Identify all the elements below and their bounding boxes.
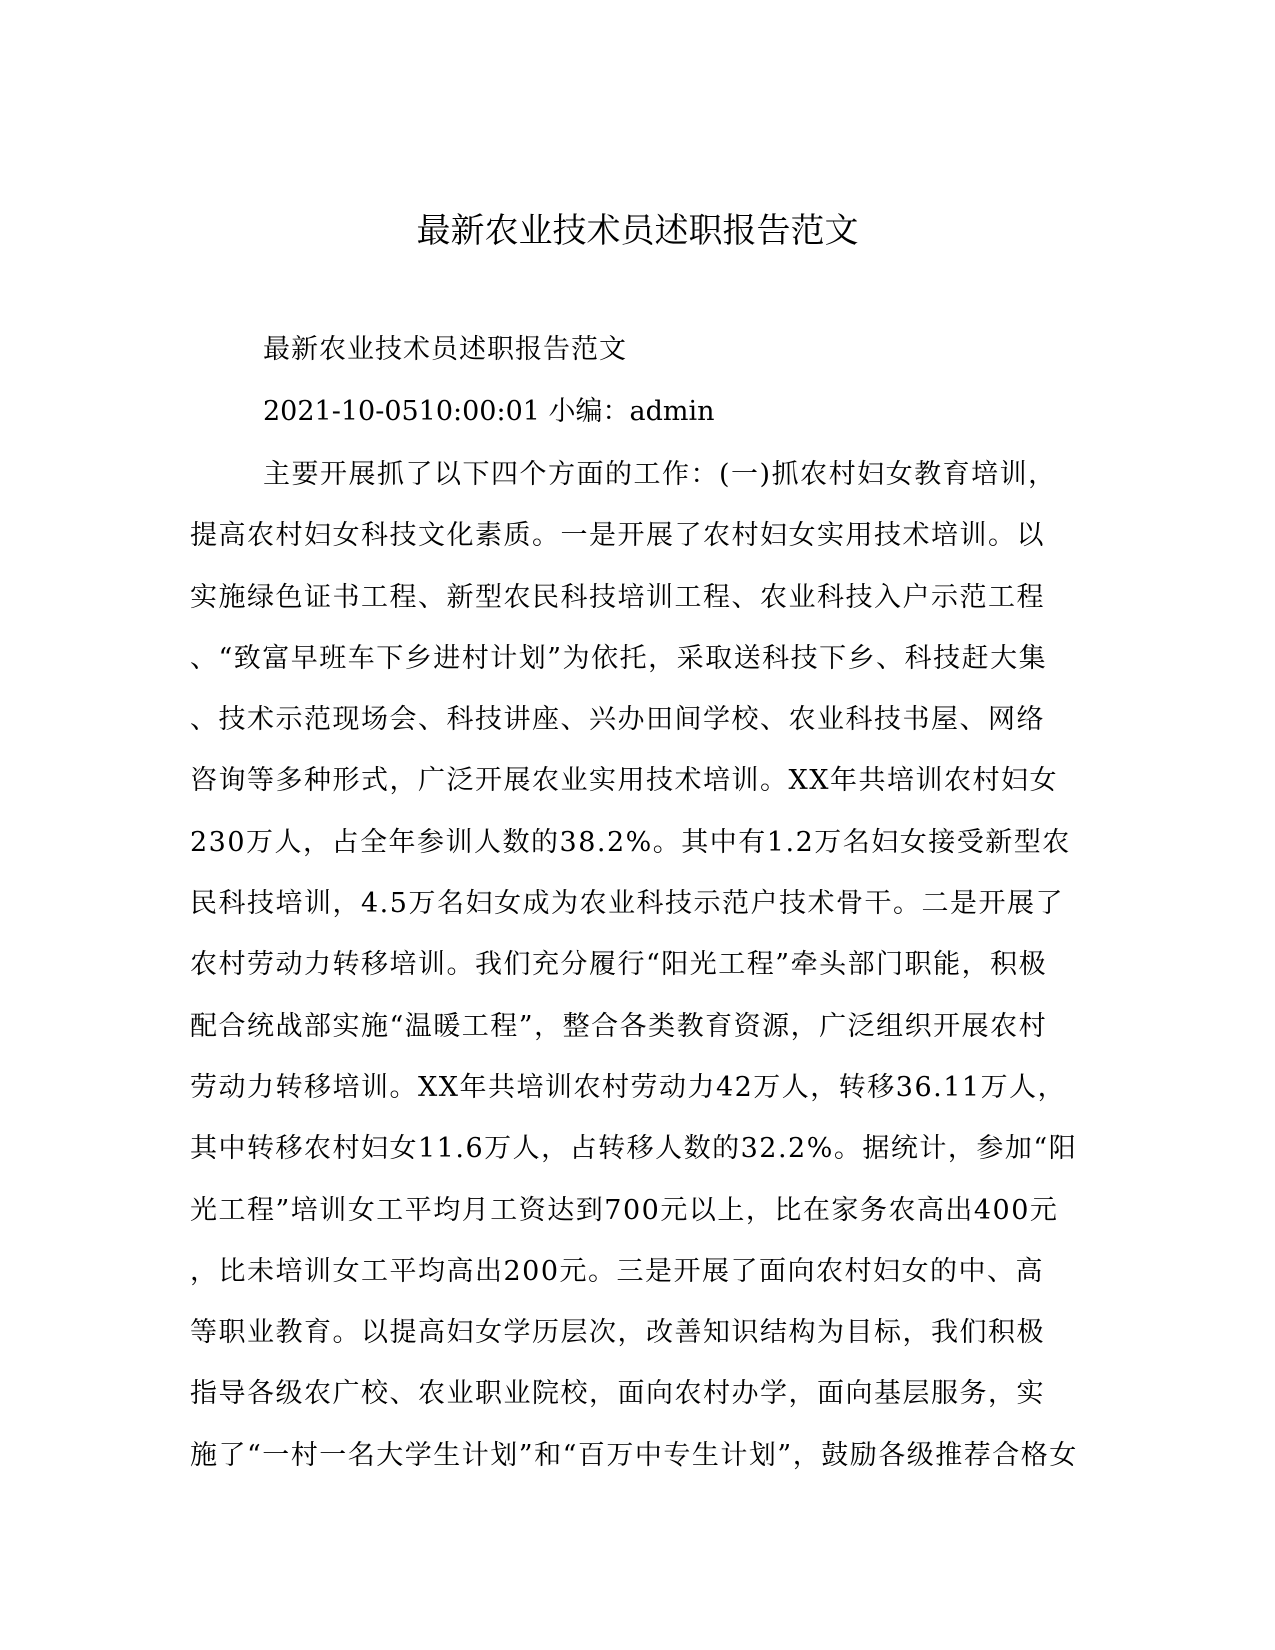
body-line: 民科技培训，4.5万名妇女成为农业科技示范户技术骨干。二是开展了 bbox=[190, 888, 1064, 920]
body-line: 、“致富早班车下乡进村计划”为依托，采取送科技下乡、科技赶大集 bbox=[190, 642, 1048, 674]
body-line: 施了“一村一名大学生计划”和“百万中专生计划”，鼓励各级推荐合格女 bbox=[190, 1439, 1078, 1471]
body-line: 230万人，占全年参训人数的38.2%。其中有1.2万名妇女接受新型农 bbox=[190, 826, 1071, 858]
body-line: 劳动力转移培训。XX年共培训农村劳动力42万人，转移36.11万人， bbox=[190, 1071, 1067, 1103]
body-line: 指导各级农广校、农业职业院校，面向农村办学，面向基层服务，实 bbox=[190, 1378, 1045, 1410]
post-meta: 2021-10-0510:00:01 小编：admin bbox=[263, 396, 715, 427]
body-line: 咨询等多种形式，广泛开展农业实用技术培训。XX年共培训农村妇女 bbox=[190, 765, 1058, 797]
body-line: 提高农村妇女科技文化素质。一是开展了农村妇女实用技术培训。以 bbox=[190, 520, 1045, 552]
document-title: 最新农业技术员述职报告范文 bbox=[416, 211, 859, 251]
document-subtitle: 最新农业技术员述职报告范文 bbox=[263, 334, 627, 365]
body-line: 配合统战部实施“温暖工程”，整合各类教育资源，广泛组织开展农村 bbox=[190, 1010, 1048, 1042]
body-line: 其中转移农村妇女11.6万人，占转移人数的32.2%。据统计，参加“阳 bbox=[190, 1133, 1078, 1165]
body-line: 农村劳动力转移培训。我们充分履行“阳光工程”牵头部门职能，积极 bbox=[190, 949, 1048, 981]
body-line: 光工程”培训女工平均月工资达到700元以上，比在家务农高出400元 bbox=[190, 1194, 1059, 1226]
body-line: 实施绿色证书工程、新型农民科技培训工程、农业科技入户示范工程 bbox=[190, 581, 1045, 613]
body-paragraph bbox=[190, 455, 1090, 1497]
body-line: 、技术示范现场会、科技讲座、兴办田间学校、农业科技书屋、网络 bbox=[190, 704, 1045, 736]
body-line: 等职业教育。以提高妇女学历层次，改善知识结构为目标，我们积极 bbox=[190, 1317, 1045, 1349]
body-line: 主要开展抓了以下四个方面的工作：(一)抓农村妇女教育培训， bbox=[263, 459, 1057, 490]
body-line: ，比未培训女工平均高出200元。三是开展了面向农村妇女的中、高 bbox=[190, 1255, 1045, 1287]
